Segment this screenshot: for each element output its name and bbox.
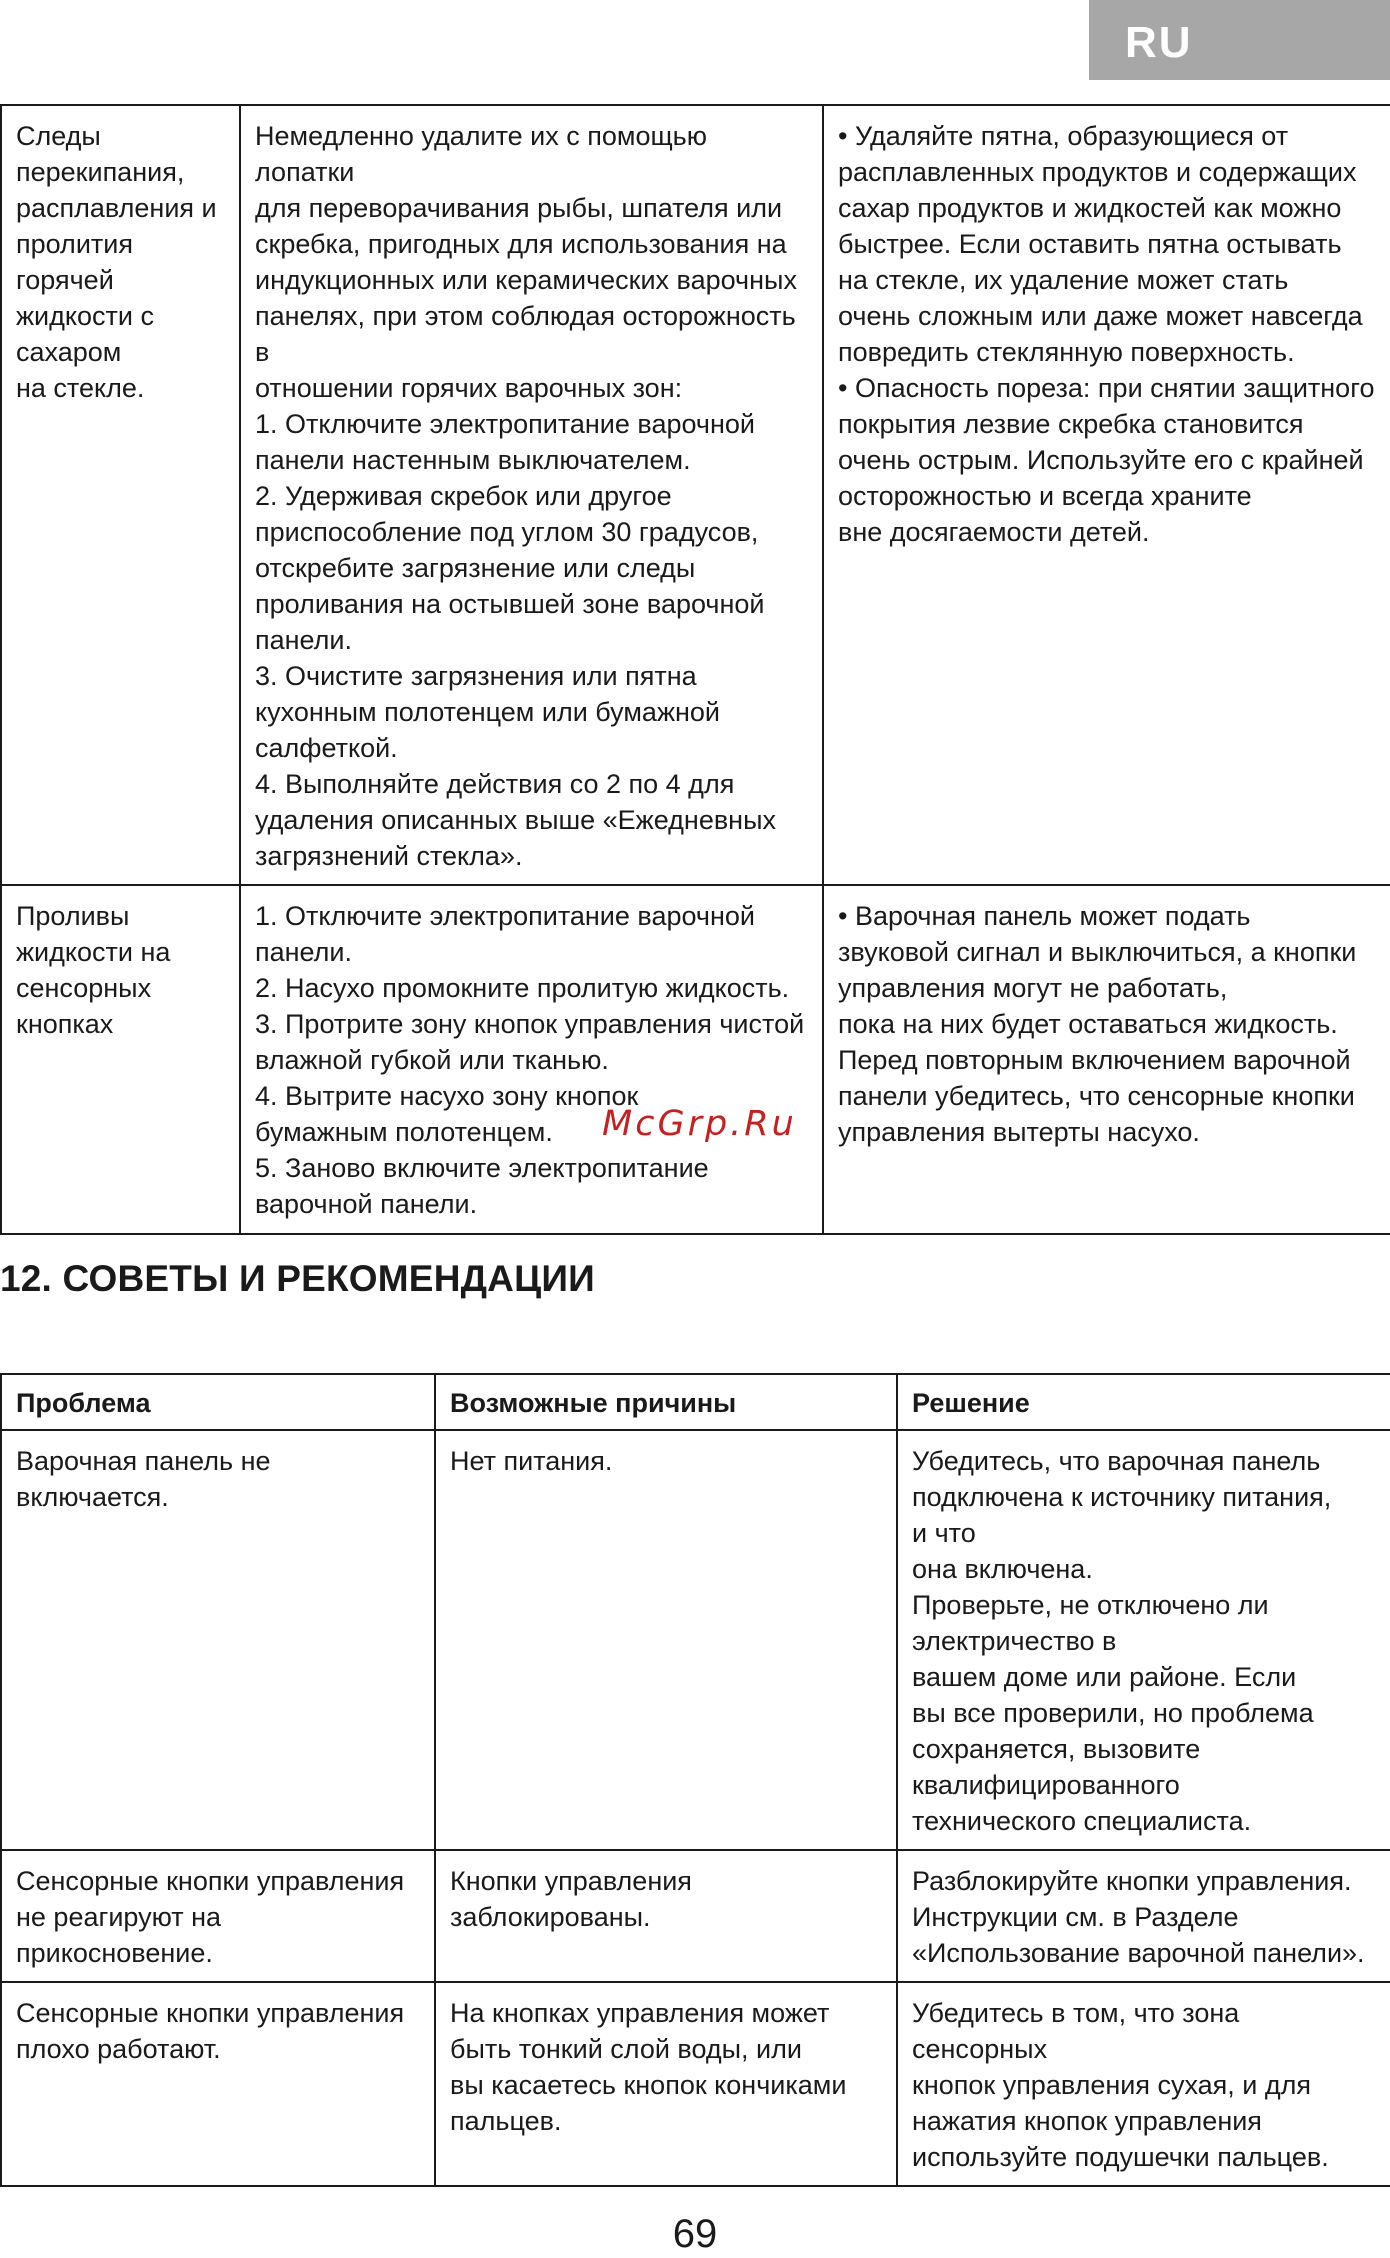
header-causes: Возможные причины [435, 1374, 897, 1430]
problem-cell: Варочная панель не включается. [1, 1430, 435, 1850]
watermark: McGrp.Ru [602, 1104, 797, 1144]
causes-cell: На кнопках управления может быть тонкий слой воды, или вы касаетесь кнопок кончиками пальцев. [435, 1982, 897, 2186]
troubleshooting-table [0, 1373, 1390, 2187]
table-row [1, 105, 1390, 885]
causes-cell: Нет питания. [435, 1430, 897, 1850]
section-title: 12. СОВЕТЫ И РЕКОМЕНДАЦИИ [0, 1258, 595, 1299]
table-row [1, 1430, 1390, 1850]
cleaning-table [0, 104, 1390, 1235]
table-row [1, 1982, 1390, 2186]
action-cell: 1. Отключите электропитание варочной панели. 2. Насухо промокните пролитую жидкость. 3. Протрите зону кнопок управления чистой влажной губкой или тканью. 4. Вытрите насухо зону кнопок бумажным полотенцем. 5. Заново включите электропитание варочной панели. [240, 885, 823, 1234]
page-number: 69 [672, 2212, 718, 2256]
action-cell: Немедленно удалите их с помощью лопатки для переворачивания рыбы, шпателя или скребка, пригодных для использования на индукционных или керамических варочных панелях, при этом соблюдая осторожность в отношении горячих варочных зон: 1. Отключите электропитание варочной панели настенным выключателем. 2. Удерживая скребок или другое приспособление под углом 30 градусов, отскребите загрязнение или следы проливания на остывшей зоне варочной панели. 3. Очистите загрязнения или пятна кухонным полотенцем или бумажной салфеткой. 4. Выполняйте действия со 2 по 4 для удаления описанных выше «Ежедневных загрязнений стекла». [240, 105, 823, 885]
problem-cell: Сенсорные кнопки управления не реагируют на прикосновение. [1, 1850, 435, 1982]
solution-cell: Разблокируйте кнопки управления. Инструкции см. в Разделе «Использование варочной панели». [897, 1850, 1390, 1982]
header-problem: Проблема [1, 1374, 435, 1430]
table-row [1, 1850, 1390, 1982]
header-solution: Решение [897, 1374, 1390, 1430]
language-badge: RU [1089, 0, 1390, 80]
table-header-row [1, 1374, 1390, 1430]
solution-cell: Убедитесь в том, что зона сенсорных кнопок управления сухая, и для нажатия кнопок управления используйте подушечки пальцев. [897, 1982, 1390, 2186]
problem-cell: Следы перекипания, расплавления и пролития горячей жидкости с сахаром на стекле. [1, 105, 240, 885]
table-row [1, 885, 1390, 1234]
solution-cell: Убедитесь, что варочная панель подключена к источнику питания, и что она включена. Проверьте, не отключено ли электричество в вашем доме или районе. Если вы все проверили, но проблема сохраняется, вызовите квалифицированного технического специалиста. [897, 1430, 1390, 1850]
problem-cell: Сенсорные кнопки управления плохо работают. [1, 1982, 435, 2186]
notes-cell: • Варочная панель может подать звуковой сигнал и выключиться, а кнопки управления могут не работать, пока на них будет оставаться жидкость. Перед повторным включением варочной панели убедитесь, что сенсорные кнопки управления вытерты насухо. [823, 885, 1390, 1234]
causes-cell: Кнопки управления заблокированы. [435, 1850, 897, 1982]
notes-cell: • Удаляйте пятна, образующиеся от расплавленных продуктов и содержащих сахар продуктов и жидкостей как можно быстрее. Если оставить пятна остывать на стекле, их удаление может стать очень сложным или даже может навсегда повредить стеклянную поверхность. • Опасность пореза: при снятии защитного покрытия лезвие скребка становится очень острым. Используйте его с крайней осторожностью и всегда храните вне досягаемости детей. [823, 105, 1390, 885]
problem-cell: Проливы жидкости на сенсорных кнопках [1, 885, 240, 1234]
